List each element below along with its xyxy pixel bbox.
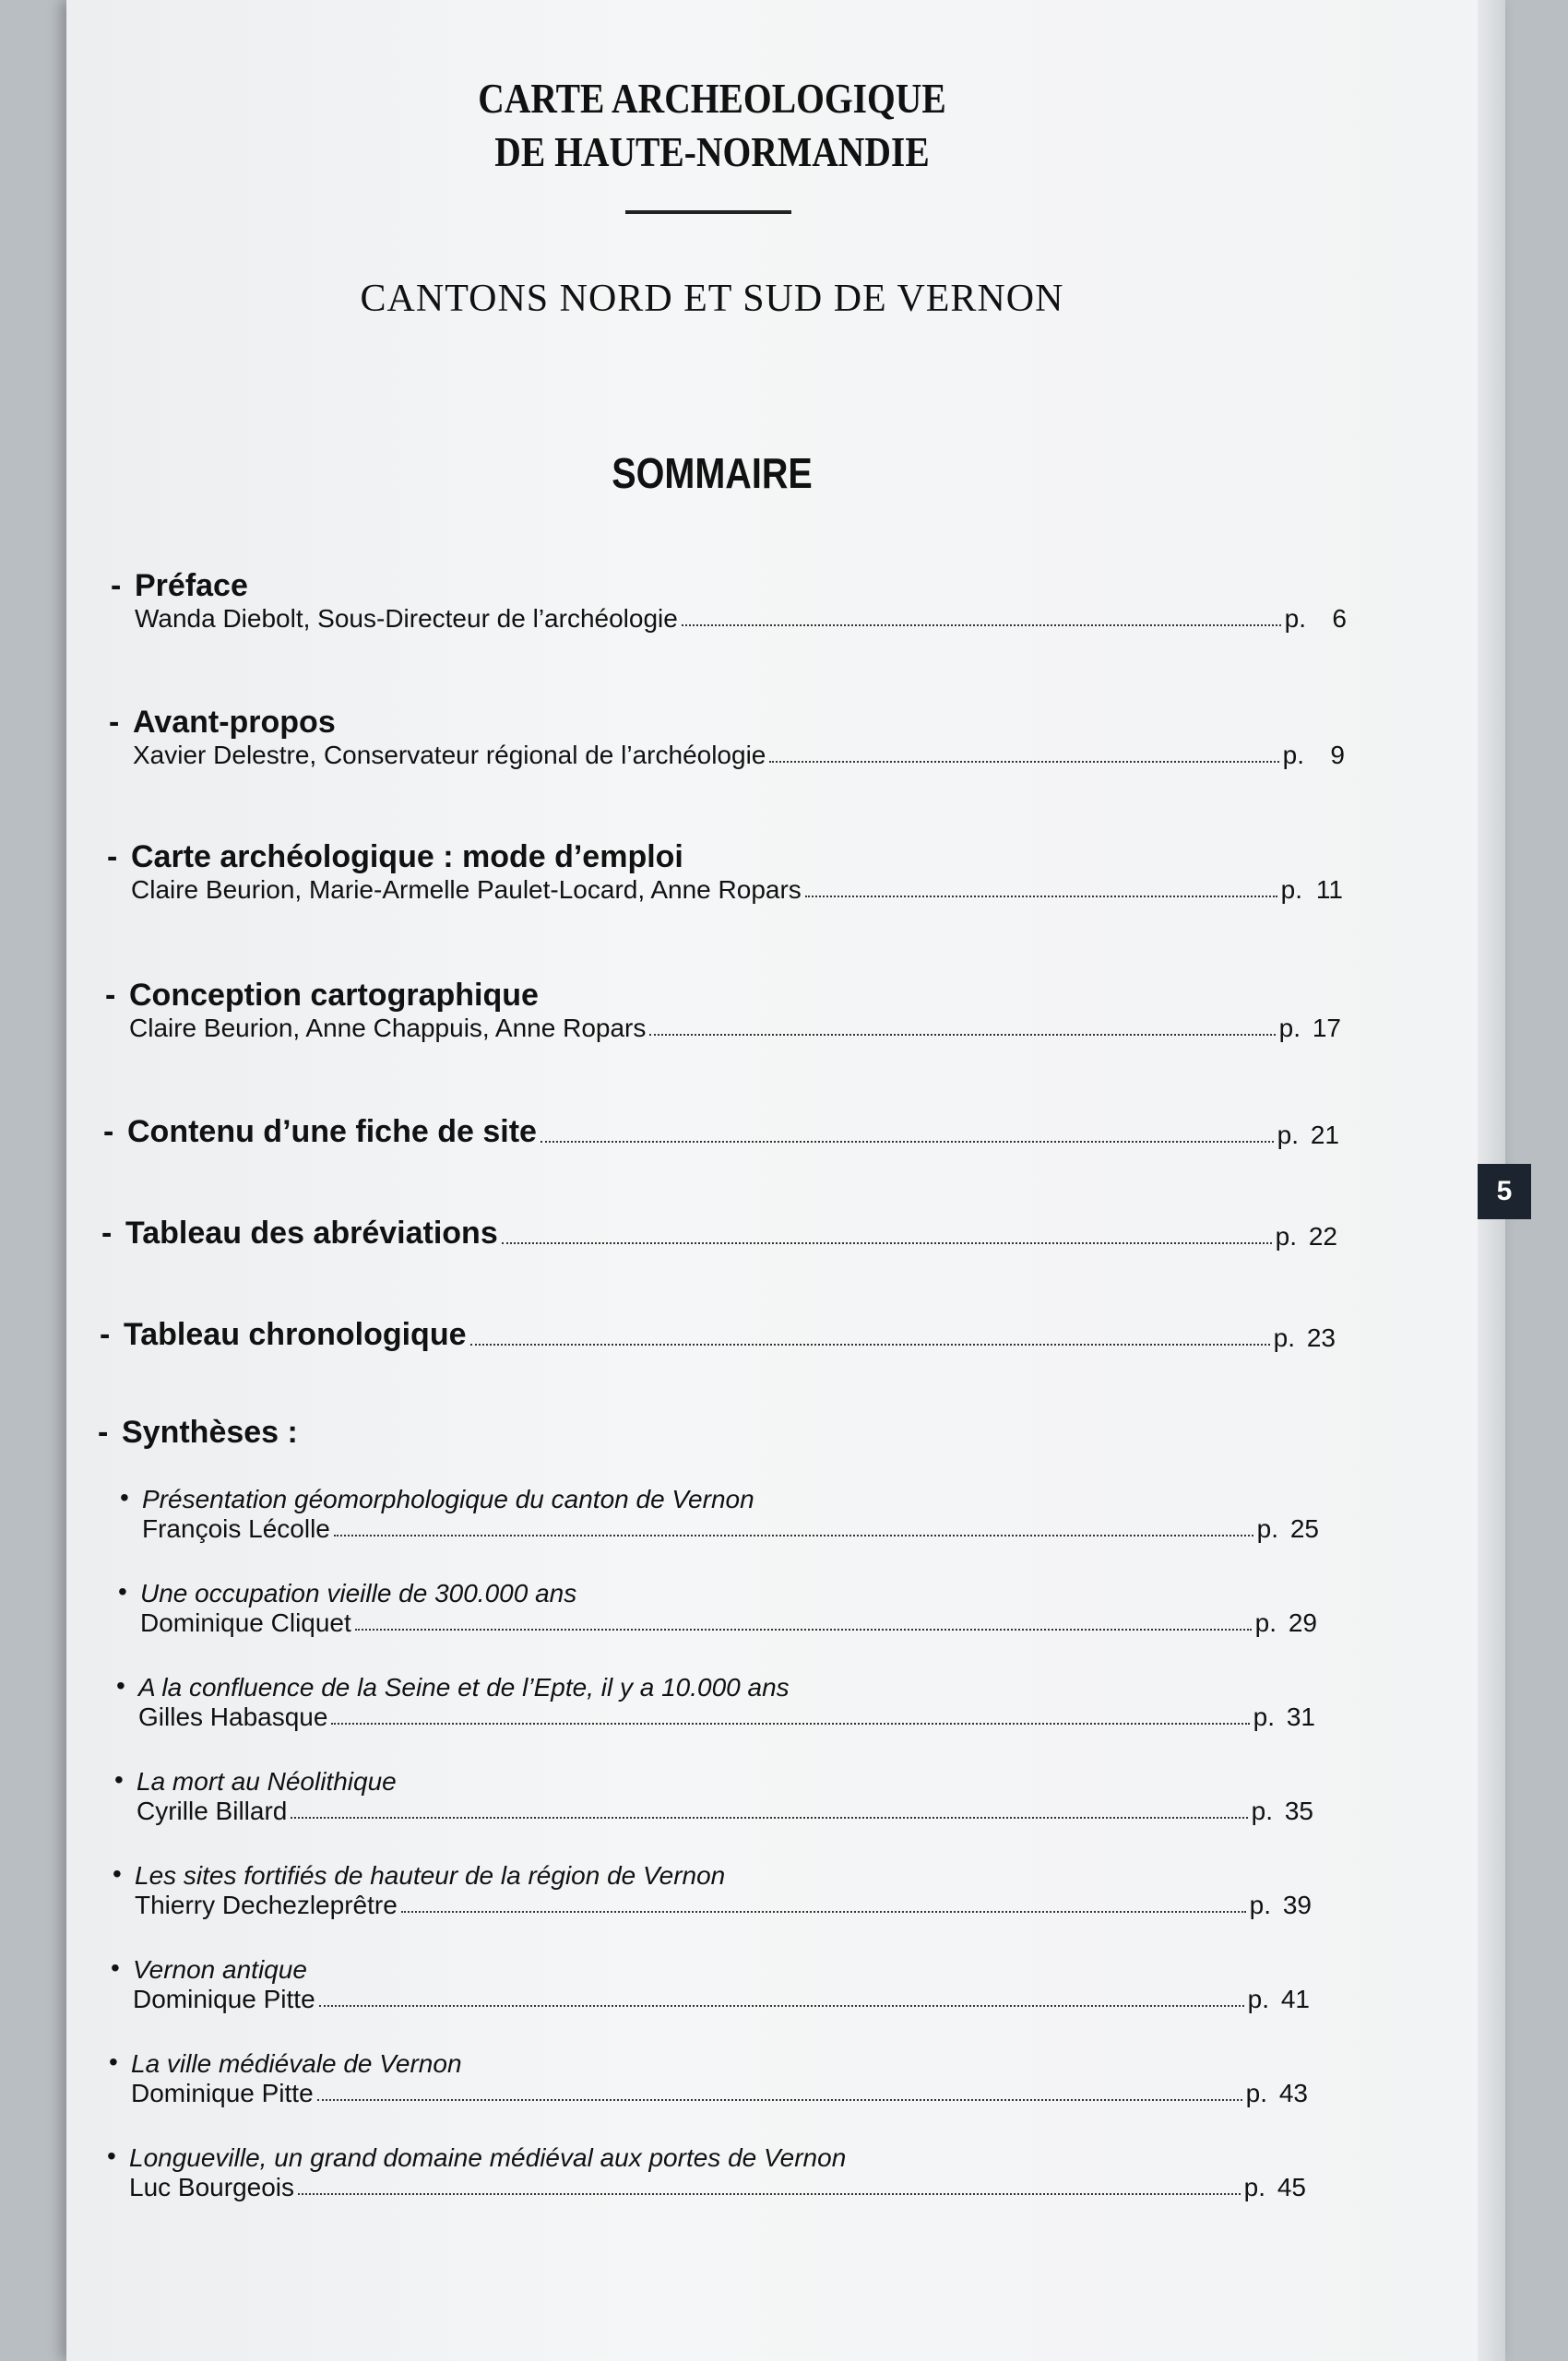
page-number: 6 xyxy=(1332,604,1347,633)
entry-title: Conception cartographique xyxy=(129,978,539,1013)
dot-leader xyxy=(649,1034,1275,1036)
dot-leader xyxy=(805,896,1277,897)
synthese-item xyxy=(113,1861,1312,1920)
toc-entry xyxy=(101,1216,1337,1252)
dot-leader xyxy=(291,1817,1247,1819)
bullet: • xyxy=(107,2142,116,2170)
toc-section-syntheses xyxy=(98,1415,1334,1451)
page-number: 25 xyxy=(1289,1514,1319,1543)
document-page xyxy=(66,0,1513,2361)
page-number: 29 xyxy=(1288,1608,1317,1637)
dot-leader xyxy=(331,1723,1249,1725)
dot-leader xyxy=(298,2193,1241,2195)
page-prefix: p. xyxy=(1256,1514,1278,1543)
entry-dash: - xyxy=(100,1317,111,1352)
page-number: 43 xyxy=(1278,2079,1308,2107)
title-divider xyxy=(625,210,791,214)
bullet: • xyxy=(120,1483,129,1512)
entry-author: Claire Beurion, Marie-Armelle Paulet-Locard, Anne Ropars xyxy=(131,875,802,904)
page-number-badge: 5 xyxy=(1478,1164,1531,1219)
toc-entry xyxy=(100,1317,1336,1353)
bullet: • xyxy=(116,1671,125,1700)
dot-leader xyxy=(470,1344,1270,1346)
page-prefix: p. xyxy=(1273,1323,1295,1352)
page-prefix: p. xyxy=(1254,1608,1277,1637)
synthese-author: Gilles Habasque xyxy=(138,1703,328,1731)
title-line-2: DE HAUTE-NORMANDIE xyxy=(494,128,930,175)
dot-leader xyxy=(682,624,1281,626)
dot-leader xyxy=(334,1535,1253,1536)
entry-dash: - xyxy=(103,1114,114,1149)
synthese-item xyxy=(116,1673,1315,1732)
toc-entry xyxy=(105,978,1341,1043)
page-number: 41 xyxy=(1280,1985,1310,2013)
synthese-author: Thierry Dechezleprêtre xyxy=(135,1891,398,1919)
synthese-title: Les sites fortifiés de hauteur de la région de Vernon xyxy=(135,1861,726,1890)
page-prefix: p. xyxy=(1284,604,1306,633)
dot-leader xyxy=(355,1629,1252,1631)
page-prefix: p. xyxy=(1253,1703,1275,1731)
entry-title: Tableau chronologique xyxy=(124,1317,467,1352)
entry-dash: - xyxy=(101,1216,113,1251)
page-prefix: p. xyxy=(1247,1985,1269,2013)
bullet: • xyxy=(114,1765,124,1794)
page-prefix: p. xyxy=(1280,875,1302,904)
entry-dash: - xyxy=(111,568,122,603)
page-prefix: p. xyxy=(1249,1891,1271,1919)
bullet: • xyxy=(113,1859,122,1888)
entry-title: Carte archéologique : mode d’emploi xyxy=(131,839,683,874)
synthese-author: Cyrille Billard xyxy=(137,1797,288,1825)
page-number: 21 xyxy=(1310,1121,1339,1149)
entry-dash: - xyxy=(107,839,118,874)
page-number: 35 xyxy=(1284,1797,1313,1825)
page-prefix: p. xyxy=(1251,1797,1273,1825)
page-prefix: p. xyxy=(1243,2173,1265,2201)
page-number: 45 xyxy=(1277,2173,1306,2201)
synthese-item xyxy=(114,1767,1313,1826)
synthese-title: A la confluence de la Seine et de l’Epte, il y a 10.000 ans xyxy=(138,1673,790,1702)
page-number: 23 xyxy=(1306,1323,1336,1352)
subtitle: CANTONS NORD ET SUD DE VERNON xyxy=(360,278,1064,320)
dot-leader xyxy=(317,2099,1242,2101)
page-number: 17 xyxy=(1312,1014,1341,1042)
synthese-title: La ville médiévale de Vernon xyxy=(131,2049,462,2078)
page-number: 11 xyxy=(1315,875,1343,904)
page-number: 31 xyxy=(1286,1703,1315,1731)
synthese-item xyxy=(109,2049,1308,2108)
page-prefix: p. xyxy=(1282,741,1304,769)
entry-dash: - xyxy=(98,1415,109,1450)
synthese-item xyxy=(118,1579,1317,1638)
synthese-author: François Lécolle xyxy=(142,1514,330,1543)
title-line-1: CARTE ARCHEOLOGIQUE xyxy=(478,75,946,122)
entry-title: Préface xyxy=(135,568,248,603)
entry-author: Xavier Delestre, Conservateur régional de l’archéologie xyxy=(133,741,766,769)
synthese-title: Présentation géomorphologique du canton de Vernon xyxy=(142,1485,754,1513)
dot-leader xyxy=(502,1242,1272,1244)
synthese-title: Vernon antique xyxy=(133,1955,307,1984)
synthese-author: Luc Bourgeois xyxy=(129,2173,295,2201)
entry-author: Wanda Diebolt, Sous-Directeur de l’archéologie xyxy=(135,604,678,633)
bullet: • xyxy=(118,1577,127,1606)
toc-entry xyxy=(107,839,1343,905)
page-number: 39 xyxy=(1282,1891,1312,1919)
synthese-item xyxy=(120,1485,1319,1544)
synthese-author: Dominique Pitte xyxy=(133,1985,315,2013)
dot-leader xyxy=(769,761,1278,763)
entry-dash: - xyxy=(109,705,120,740)
synthese-item xyxy=(111,1955,1310,2014)
page-prefix: p. xyxy=(1278,1014,1301,1042)
synthese-item xyxy=(107,2143,1306,2202)
entry-title: Contenu d’une fiche de site xyxy=(127,1114,537,1149)
synthese-author: Dominique Cliquet xyxy=(140,1608,351,1637)
entry-title: Avant-propos xyxy=(133,705,336,740)
synthese-author: Dominique Pitte xyxy=(131,2079,314,2107)
toc-entry xyxy=(109,705,1345,770)
dot-leader xyxy=(319,2005,1244,2007)
toc-entry xyxy=(111,568,1347,634)
bullet: • xyxy=(111,1953,120,1982)
entry-dash: - xyxy=(105,978,116,1013)
synthese-title: Longueville, un grand domaine médiéval aux portes de Vernon xyxy=(129,2143,847,2172)
page-number: 9 xyxy=(1330,741,1345,769)
section-title: Synthèses : xyxy=(122,1415,298,1450)
sommaire-heading: SOMMAIRE xyxy=(612,449,813,497)
page-prefix: p. xyxy=(1245,2079,1267,2107)
dot-leader xyxy=(540,1141,1274,1143)
page-number: 22 xyxy=(1308,1222,1337,1251)
synthese-title: Une occupation vieille de 300.000 ans xyxy=(140,1579,577,1608)
dot-leader xyxy=(401,1911,1246,1913)
entry-author: Claire Beurion, Anne Chappuis, Anne Ropars xyxy=(129,1014,647,1042)
synthese-title: La mort au Néolithique xyxy=(137,1767,397,1796)
bullet: • xyxy=(109,2047,118,2076)
page-prefix: p. xyxy=(1277,1121,1299,1149)
page-prefix: p. xyxy=(1275,1222,1297,1251)
entry-title: Tableau des abréviations xyxy=(125,1216,498,1251)
toc-entry xyxy=(103,1114,1339,1150)
